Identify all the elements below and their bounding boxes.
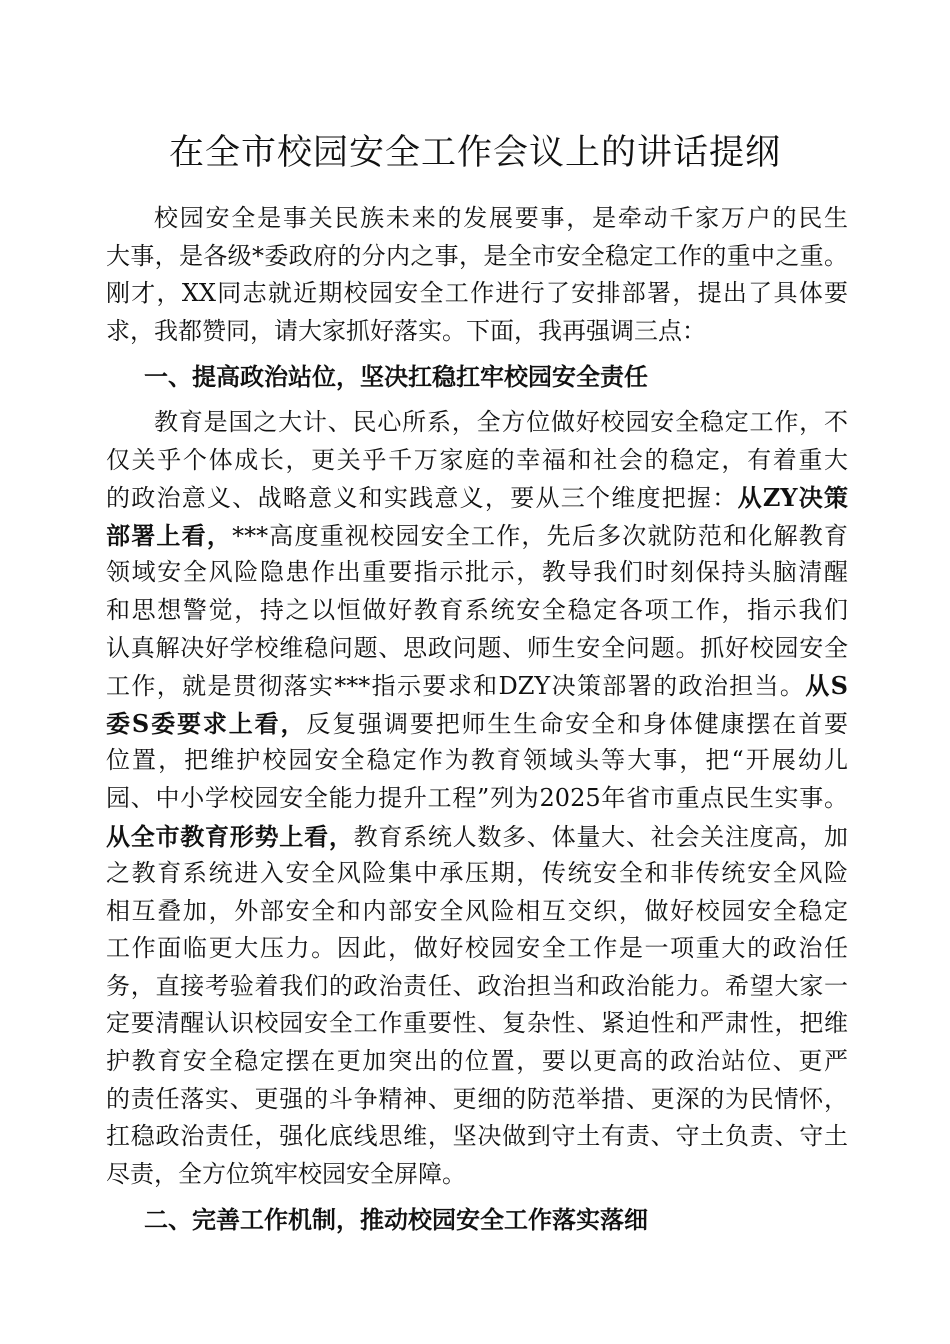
document-body bbox=[106, 200, 848, 1247]
section-heading-1: 一、提高政治站位，坚决扛稳扛牢校园安全责任 bbox=[144, 362, 648, 392]
paragraph-line: 认真解决好学校维稳问题、思政问题、师生安全问题。抓好校园安全 bbox=[106, 633, 848, 662]
bold-emphasis: 部署上看， bbox=[106, 520, 233, 550]
paragraph-line: 位置，把维护校园安全稳定作为教育领域头等大事，把“开展幼儿 bbox=[106, 746, 848, 775]
intro-line: 刚才，XX同志就近期校园安全工作进行了安排部署，提出了具体要 bbox=[106, 279, 848, 308]
paragraph-line: 和思想警觉，持之以恒做好教育系统安全稳定各项工作，指示我们 bbox=[106, 595, 848, 624]
paragraph-line bbox=[106, 479, 848, 517]
line-text: 工作，就是贯彻落实***指示要求和DZY决策部署的政治担当。 bbox=[106, 672, 806, 701]
line-text: 教育系统人数多、体量大、社会关注度高，加 bbox=[353, 822, 849, 851]
paragraph-line bbox=[106, 818, 848, 856]
paragraph-line: 工作面临更大压力。因此，做好校园安全工作是一项重大的政治任 bbox=[106, 934, 848, 963]
paragraph-line: 教育是国之大计、民心所系，全方位做好校园安全稳定工作，不 bbox=[154, 407, 848, 436]
bold-emphasis: 从S bbox=[805, 671, 848, 701]
line-text: 的政治意义、战略意义和实践意义，要从三个维度把握： bbox=[106, 484, 738, 513]
paragraph-line: 的责任落实、更强的斗争精神、更细的防范举措、更深的为民情怀， bbox=[106, 1084, 848, 1113]
intro-line: 大事，是各级*委政府的分内之事，是全市安全稳定工作的重中之重。 bbox=[106, 241, 848, 270]
paragraph-line: 定要清醒认识校园安全工作重要性、复杂性、紧迫性和严肃性，把维 bbox=[106, 1009, 848, 1038]
intro-line: 求，我都赞同，请大家抓好落实。下面，我再强调三点： bbox=[106, 316, 706, 345]
paragraph-line bbox=[106, 667, 848, 705]
section-heading-2: 二、完善工作机制，推动校园安全工作落实落细 bbox=[144, 1205, 648, 1235]
bold-emphasis: 从全市教育形势上看， bbox=[106, 821, 354, 851]
paragraph-line: 尽责，全方位筑牢校园安全屏障。 bbox=[106, 1159, 466, 1188]
paragraph-line bbox=[106, 705, 848, 743]
paragraph-line: 护教育安全稳定摆在更加突出的位置，要以更高的政治站位、更严 bbox=[106, 1047, 848, 1076]
document-title: 在全市校园安全工作会议上的讲话提纲 bbox=[168, 133, 781, 173]
paragraph-line: 园、中小学校园安全能力提升工程”列为2025年省市重点民生实事。 bbox=[106, 783, 848, 812]
paragraph-line: 之教育系统进入安全风险集中承压期，传统安全和非传统安全风险 bbox=[106, 859, 848, 888]
paragraph-line: 仅关乎个体成长，更关乎千万家庭的幸福和社会的稳定，有着重大 bbox=[106, 445, 848, 474]
paragraph-line: 领域安全风险隐患作出重要指示批示，教导我们时刻保持头脑清醒 bbox=[106, 558, 848, 587]
paragraph-line: 相互叠加，外部安全和内部安全风险相互交织，做好校园安全稳定 bbox=[106, 896, 848, 925]
line-text: ***高度重视校园安全工作，先后多次就防范和化解教育 bbox=[232, 521, 849, 550]
paragraph-line: 扛稳政治责任，强化底线思维，坚决做到守土有责、守土负责、守土 bbox=[106, 1122, 848, 1151]
bold-emphasis: 委S委要求上看， bbox=[106, 708, 307, 738]
line-text: 反复强调要把师生生命安全和身体健康摆在首要 bbox=[306, 709, 849, 738]
paragraph-line bbox=[106, 517, 848, 555]
intro-line: 校园安全是事关民族未来的发展要事，是牵动千家万户的民生 bbox=[154, 204, 848, 232]
bold-emphasis: 从ZY决策 bbox=[737, 483, 849, 513]
paragraph-line: 务，直接考验着我们的政治责任、政治担当和政治能力。希望大家一 bbox=[106, 971, 848, 1000]
